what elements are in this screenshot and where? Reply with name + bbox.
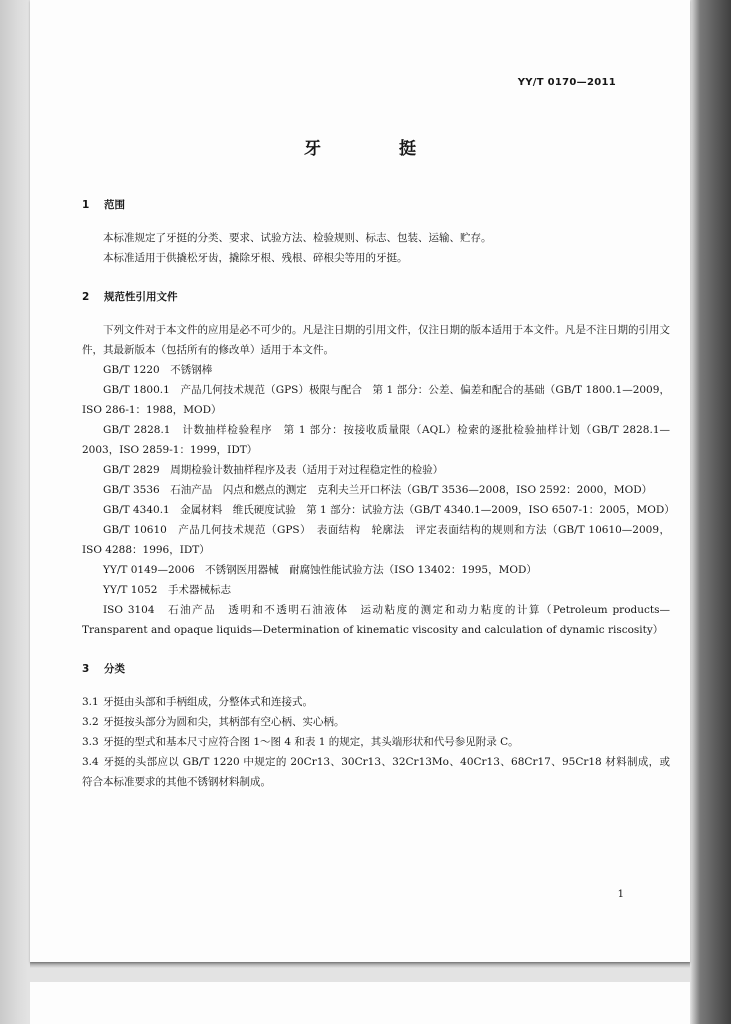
clause-text: 牙挺由头部和手柄组成，分整体式和连接式。 [103,696,313,708]
page-number: 1 [617,889,624,900]
section-heading-classification [82,659,670,679]
section-number: 2 [82,291,90,303]
reference-item: GB/T 1220 不锈钢棒 [103,364,213,376]
clause-number: 3.3 [82,736,99,748]
section-number: 1 [82,199,90,211]
clause-number: 3.1 [82,696,99,708]
reference-item: GB/T 2829 周期检验计数抽样程序及表（适用于对过程稳定性的检验） [103,464,444,476]
document-title: 牙挺 [304,139,494,159]
reference-item: GB/T 10610 产品几何技术规范（GPS） 表面结构 轮廓法 评定表面结构的规则和方法（GB/T 10610—2009，ISO 4288：1996，IDT） [82,524,670,556]
clause [82,712,670,732]
clause-text: 牙挺的头部应以 GB/T 1220 中规定的 20Cr13、30Cr13、32Cr13Mo、40Cr13、68Cr17、95Cr18 材料制成，或符合本标准要求的其他不锈钢材料制成。 [82,756,670,788]
clause [82,732,670,752]
document-number: YY/T 0170—2011 [517,77,616,88]
reference-item: GB/T 2828.1 计数抽样检验程序 第 1 部分：按接收质量限（AQL）检索的逐批检验抽样计划（GB/T 2828.1—2003，ISO 2859-1：1999，IDT） [82,424,670,456]
clause-text: 牙挺的型式和基本尺寸应符合图 1～图 4 和表 1 的规定，其头端形状和代号参见附录 C。 [103,736,519,748]
reference-item: YY/T 0149—2006 不锈钢医用器械 耐腐蚀性能试验方法（ISO 13402：1995，MOD） [103,564,537,576]
paragraph: 本标准规定了牙挺的分类、要求、试验方法、检验规则、标志、包装、运输、贮存。 [103,232,492,244]
document-page [30,0,690,962]
clause-text: 牙挺按头部分为圆和尖，其柄部有空心柄、实心柄。 [103,716,345,728]
reference-item: GB/T 4340.1 金属材料 维氏硬度试验 第 1 部分：试验方法（GB/T 4340.1—2009，ISO 6507-1：2005，MOD） [103,504,675,516]
clause [82,752,670,792]
section-heading-normative-references [82,287,670,307]
next-page [30,982,690,1024]
reference-item: ISO 3104 石油产品 透明和不透明石油液体 运动粘度的测定和动力粘度的计算（Petroleum products—Transparent and opaque liquids—Determination of kinematic viscosity and calculation of dynamic riscosity） [82,604,670,636]
document-body [82,195,675,792]
section-title: 规范性引用文件 [104,291,178,303]
reference-item: YY/T 1052 手术器械标志 [103,584,231,596]
clause-number: 3.2 [82,716,99,728]
section-title: 分类 [104,663,125,675]
clause [82,692,670,712]
reference-item: GB/T 3536 石油产品 闪点和燃点的测定 克利夫兰开口杯法（GB/T 3536—2008，ISO 2592：2000，MOD） [103,484,653,496]
clause-number: 3.4 [82,756,99,768]
reference-item: GB/T 1800.1 产品几何技术规范（GPS）极限与配合 第 1 部分：公差、偏差和配合的基础（GB/T 1800.1—2009，ISO 286-1：1988，MOD） [82,384,670,416]
section-number: 3 [82,663,90,675]
paragraph: 下列文件对于本文件的应用是必不可少的。凡是注日期的引用文件，仅注日期的版本适用于本文件。凡是不注日期的引用文件，其最新版本（包括所有的修改单）适用于本文件。 [82,324,670,356]
section-title: 范围 [104,199,125,211]
paragraph: 本标准适用于供撬松牙齿，撬除牙根、残根、碎根尖等用的牙挺。 [103,252,408,264]
section-heading-scope [82,195,670,215]
page-shadow [30,962,690,968]
